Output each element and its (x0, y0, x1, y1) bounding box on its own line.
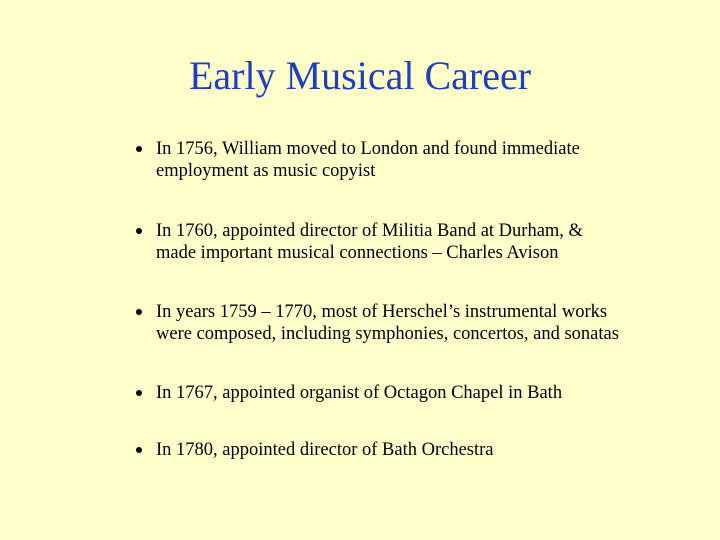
bullet-line: In 1780, appointed director of Bath Orchestra (156, 440, 494, 460)
bullet-line: were composed, including symphonies, concertos, and sonatas (156, 324, 619, 344)
bullet-line: employment as music copyist (156, 161, 376, 181)
bullet-dot-icon (136, 390, 142, 396)
bullet-text (156, 382, 696, 404)
bullet-text (156, 138, 696, 182)
bullet-dot-icon (136, 146, 142, 152)
bullet-text (156, 439, 696, 461)
bullet-line: made important musical connections – Charles Avison (156, 243, 559, 263)
bullet-line: In 1760, appointed director of Militia Band at Durham, & (156, 221, 583, 241)
bullet-dot-icon (136, 447, 142, 453)
bullet-dot-icon (136, 309, 142, 315)
bullet-line: In 1767, appointed organist of Octagon Chapel in Bath (156, 383, 563, 403)
bullet-text (156, 301, 696, 345)
slide-title: Early Musical Career (188, 53, 532, 98)
bullet-dot-icon (136, 228, 142, 234)
bullet-line: In 1756, William moved to London and found immediate (156, 139, 580, 159)
bullet-line: In years 1759 – 1770, most of Herschel’s instrumental works (156, 302, 608, 322)
bullet-text (156, 220, 696, 264)
